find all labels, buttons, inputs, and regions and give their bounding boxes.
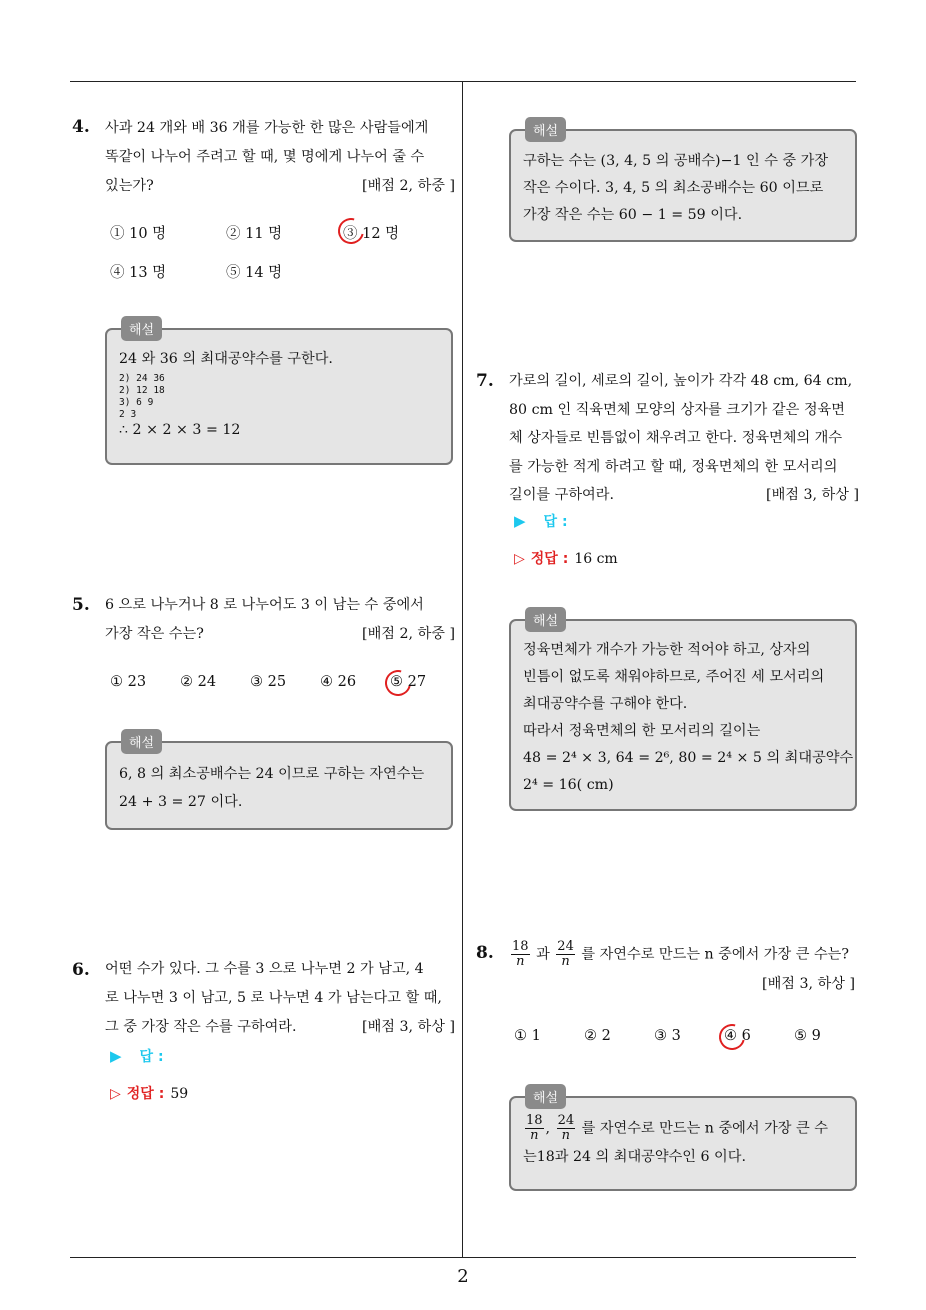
solution-tag: 해설 <box>525 117 566 142</box>
q7-solution-box <box>509 614 857 811</box>
q6-solution-line: 가장 작은 수는 60 − 1 = 59 이다. <box>523 207 743 223</box>
question-8-number: 8. <box>476 943 494 963</box>
q5-solution-line: 6, 8 의 최소공배수는 24 이므로 구하는 자연수는 <box>119 766 425 782</box>
q7-solution-result: 2⁴ = 16( cm) <box>523 777 614 793</box>
q4-choice-3[interactable]: ③ 12 명 <box>343 226 400 242</box>
q4-solution-result: ∴ 2 × 2 × 3 = 12 <box>119 422 241 438</box>
q8-choice-3[interactable]: ③ 3 <box>654 1028 681 1044</box>
q4-solution-line: 24 와 36 의 최대공약수를 구한다. <box>119 351 333 367</box>
question-8-text: $\frac{18}{n}$ 과 $\frac{24}{n}$ 를 자연수로 만드는 n 중에서 가장 큰 수는? [배점 3, 하상 ] <box>512 939 855 992</box>
column-divider <box>462 82 463 1257</box>
fraction-18-over-n: $\frac{18}{n}$ <box>512 939 529 969</box>
question-5-text: 6 으로 나누거나 8 로 나누어도 3 이 남는 수 중에서 가장 작은 수는? [배점 2, 하중 ] <box>105 591 455 649</box>
play-triangle-icon: ▶ <box>110 1047 122 1065</box>
q5-choice-1[interactable]: ① 23 <box>110 674 147 690</box>
q6-solution-box <box>509 124 857 242</box>
q7-solution-line: 따라서 정육면체의 한 모서리의 길이는 <box>523 723 761 739</box>
question-7-number: 7. <box>476 371 494 391</box>
fraction-24-over-n: $\frac{24}{n}$ <box>557 939 574 969</box>
solution-tag: 해설 <box>121 729 162 754</box>
q8-solution-box <box>509 1091 857 1191</box>
correct-mark-circle <box>380 665 416 701</box>
q4-choice-4[interactable]: ④ 13 명 <box>110 265 167 281</box>
question-4-text: 사과 24 개와 배 36 개를 가능한 한 많은 사람들에게 똑같이 나누어 주려고 할 때, 몇 명에게 나누어 줄 수 있는가? [배점 2, 하중 ] <box>105 114 455 201</box>
question-8-meta: [배점 3, 하상 ] <box>762 976 855 992</box>
question-6-meta: [배점 3, 하상 ] <box>362 1019 455 1035</box>
q6-solution-line: 작은 수이다. 3, 4, 5 의 최소공배수는 60 이므로 <box>523 180 824 196</box>
question-4-meta: [배점 2, 하중 ] <box>362 178 455 194</box>
correct-mark-circle <box>714 1019 750 1055</box>
top-rule <box>70 81 856 82</box>
q8-solution-line: $\frac{18}{n}$ , $\frac{24}{n}$ 를 자연수로 만드는 n 중에서 가장 큰 수 <box>526 1113 828 1143</box>
outline-triangle-icon: ▷ <box>514 551 525 567</box>
page-number: 2 <box>457 1266 469 1287</box>
q7-solution-line: 최대공약수를 구해야 한다. <box>523 696 688 712</box>
q4-choice-5[interactable]: ⑤ 14 명 <box>226 265 283 281</box>
question-6-number: 6. <box>72 960 90 980</box>
q8-choice-5[interactable]: ⑤ 9 <box>794 1028 821 1044</box>
solution-tag: 해설 <box>525 1084 566 1109</box>
q5-choice-3[interactable]: ③ 25 <box>250 674 287 690</box>
division-row: 2) 24 36 <box>119 373 165 384</box>
q4-choice-2[interactable]: ② 11 명 <box>226 226 283 242</box>
q8-choice-1[interactable]: ① 1 <box>514 1028 541 1044</box>
q6-answer-row: ▶ 답 : <box>110 1047 164 1065</box>
q4-choice-1[interactable]: ① 10 명 <box>110 226 167 242</box>
correct-mark-circle <box>333 213 369 249</box>
play-triangle-icon: ▶ <box>514 512 526 530</box>
division-row: 3) 6 9 <box>119 397 154 408</box>
q7-solution-line: 정육면체가 개수가 가능한 적어야 하고, 상자의 <box>523 642 811 658</box>
outline-triangle-icon: ▷ <box>110 1086 121 1102</box>
question-7-meta: [배점 3, 하상 ] <box>766 487 859 503</box>
question-4-number: 4. <box>72 117 90 137</box>
q7-correct-row: ▷ 정답 : 16 cm <box>514 551 618 567</box>
division-row: 2 3 <box>119 409 137 420</box>
question-7-text: 가로의 길이, 세로의 길이, 높이가 각각 48 cm, 64 cm, 80 cm 인 직육면체 모양의 상자를 크기가 같은 정육면 체 상자들로 빈틈없이 채우려고 한다. 정육면체의 개수 를 가능한 적게 하려고 할 때, 정육면체의 한 모서리의 길이를 구하여라. [배점 3, 하상 ] <box>509 367 859 510</box>
q8-choice-4[interactable]: ④ 6 <box>724 1028 751 1044</box>
q6-correct-row: ▷ 정답 : 59 <box>110 1086 189 1102</box>
solution-tag: 해설 <box>525 607 566 632</box>
question-6-text: 어떤 수가 있다. 그 수를 3 으로 나누면 2 가 남고, 4 로 나누면 3 이 남고, 5 로 나누면 4 가 남는다고 할 때, 그 중 가장 작은 수를 구하여라. [배점 3, 하상 ] <box>105 955 455 1042</box>
q5-choice-5[interactable]: ⑤ 27 <box>390 674 427 690</box>
q5-solution-box <box>105 736 453 830</box>
question-5-meta: [배점 2, 하중 ] <box>362 626 455 642</box>
division-row: 2) 12 18 <box>119 385 165 396</box>
q5-choice-2[interactable]: ② 24 <box>180 674 217 690</box>
q7-answer-row: ▶ 답 : <box>514 512 568 530</box>
q7-solution-math: 48 = 2⁴ × 3, 64 = 2⁶, 80 = 2⁴ × 5 의 최대공약수 <box>523 750 854 766</box>
q7-solution-line: 빈틈이 없도록 채워야하므로, 주어진 세 모서리의 <box>523 669 825 685</box>
solution-tag: 해설 <box>121 316 162 341</box>
bottom-rule <box>70 1257 856 1258</box>
question-5-number: 5. <box>72 595 90 615</box>
q8-solution-line: 는18과 24 의 최대공약수인 6 이다. <box>523 1149 746 1165</box>
q5-solution-line: 24 + 3 = 27 이다. <box>119 794 243 810</box>
q4-solution-box <box>105 323 453 465</box>
q5-choice-4[interactable]: ④ 26 <box>320 674 357 690</box>
q8-choice-2[interactable]: ② 2 <box>584 1028 611 1044</box>
q6-solution-line: 구하는 수는 (3, 4, 5 의 공배수)−1 인 수 중 가장 <box>523 153 829 169</box>
